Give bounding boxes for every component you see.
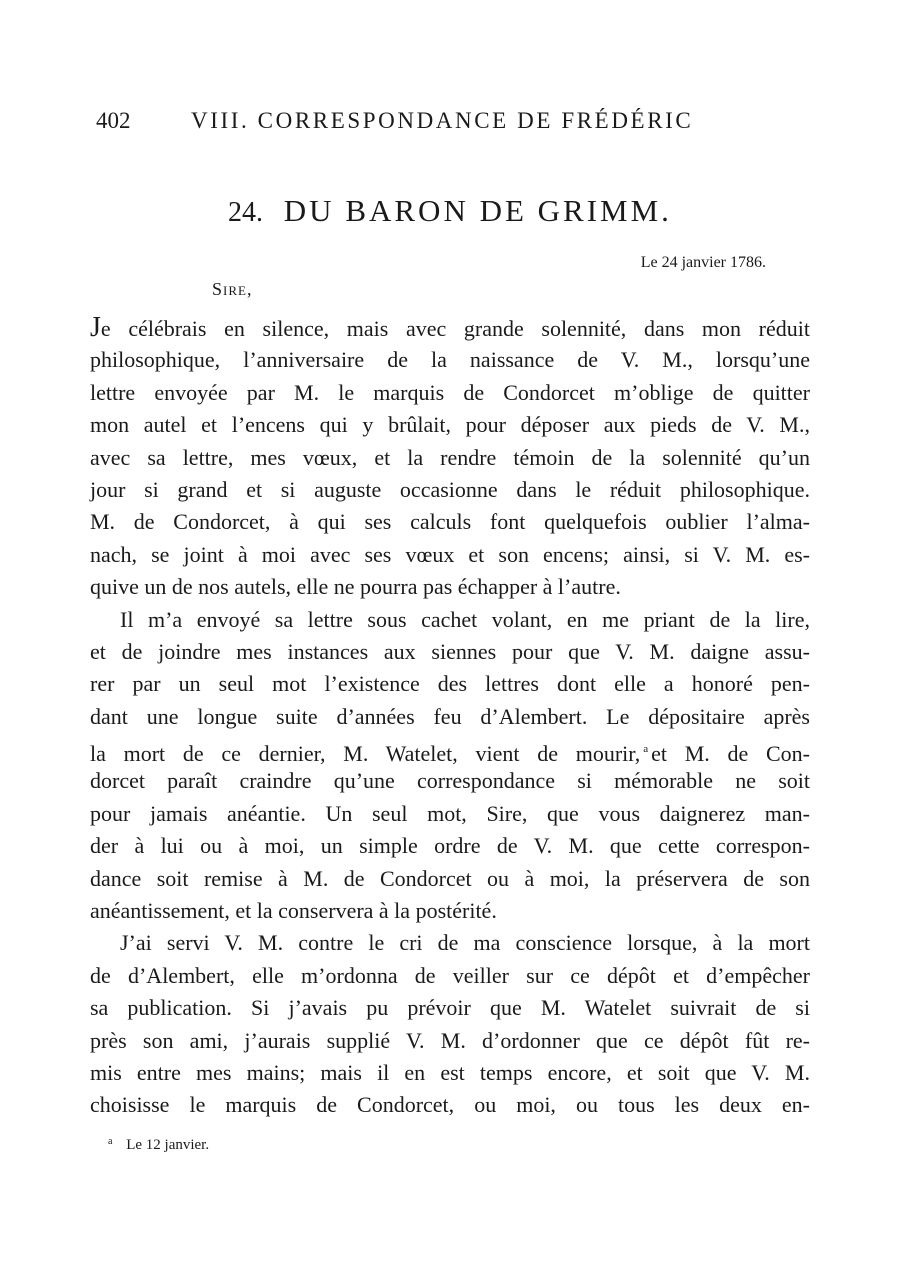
- body-line: pour jamais anéantie. Un seul mot, Sire, que vous daignerez man-: [90, 800, 810, 826]
- footnote-mark: a: [108, 1136, 113, 1147]
- body-line: dorcet paraît craindre qu’une correspondance si mémorable ne soit: [90, 768, 810, 794]
- running-title: VIII. CORRESPONDANCE DE FRÉDÉRIC: [191, 108, 694, 133]
- body-line: Je célébrais en silence, mais avec grande solennité, dans mon réduit: [90, 312, 810, 343]
- body-line: avec sa lettre, mes vœux, et la rendre témoin de la solennité qu’un: [90, 444, 810, 470]
- body-line: jour si grand et si auguste occasionne dans le réduit philosophique.: [90, 476, 810, 502]
- body-line: quive un de nos autels, elle ne pourra pas échapper à l’autre.: [90, 574, 621, 600]
- body-line: mis entre mes mains; mais il en est temps encore, et soit que V. M.: [90, 1059, 810, 1085]
- salutation: Sire,: [212, 279, 253, 299]
- body-line: dant une longue suite d’années feu d’Alembert. Le dépositaire après: [90, 703, 810, 729]
- body-line: M. de Condorcet, à qui ses calculs font quelquefois oublier l’alma-: [90, 509, 810, 535]
- body-line: lettre envoyée par M. le marquis de Condorcet m’oblige de quitter: [90, 379, 810, 405]
- drop-cap: J: [90, 312, 101, 343]
- body-line: la mort de ce dernier, M. Watelet, vient de mourir, $^a$ et M. de Con-: [90, 741, 811, 767]
- body-line: près son ami, j’aurais supplié V. M. d’ordonner que ce dépôt fût re-: [90, 1027, 810, 1053]
- body-line: philosophique, l’anniversaire de la naissance de V. M., lorsqu’une: [90, 347, 810, 373]
- body-line: dance soit remise à M. de Condorcet ou à moi, la préservera de son: [90, 865, 810, 891]
- body-line: nach, se joint à moi avec ses vœux et son encens; ainsi, si V. M. es-: [90, 541, 810, 567]
- letter-title: DU BARON DE GRIMM.: [283, 193, 672, 228]
- body-line: Il m’a envoyé sa lettre sous cachet volant, en me priant de la lire,: [120, 606, 810, 632]
- body-line: J’ai servi V. M. contre le cri de ma conscience lorsque, à la mort: [120, 930, 810, 956]
- footnote-reference[interactable]: a: [643, 743, 649, 756]
- letter-number: 24.: [228, 197, 264, 228]
- body-line: der à lui ou à moi, un simple ordre de V. M. que cette correspon-: [90, 833, 810, 859]
- letter-body: [90, 312, 810, 1122]
- letter-date: Le 24 janvier 1786.: [640, 254, 766, 271]
- body-line: anéantissement, et la conservera à la postérité.: [90, 898, 497, 924]
- page-number: 402: [96, 108, 131, 133]
- letter-heading: [0, 193, 900, 229]
- body-line: et de joindre mes instances aux siennes pour que V. M. daigne assu-: [90, 638, 810, 664]
- body-line: mon autel et l’encens qui y brûlait, pour déposer aux pieds de V. M.,: [90, 412, 810, 438]
- body-line: choisisse le marquis de Condorcet, ou moi, ou tous les deux en-: [90, 1092, 810, 1118]
- body-line: rer par un seul mot l’existence des lettres dont elle a honoré pen-: [90, 671, 810, 697]
- footnote: [108, 1136, 209, 1154]
- body-line: de d’Alembert, elle m’ordonna de veiller sur ce dépôt et d’empêcher: [90, 962, 810, 988]
- body-line: sa publication. Si j’avais pu prévoir que M. Watelet suivrait de si: [90, 995, 810, 1021]
- footnote-text: Le 12 janvier.: [126, 1137, 210, 1153]
- running-header: [96, 108, 808, 138]
